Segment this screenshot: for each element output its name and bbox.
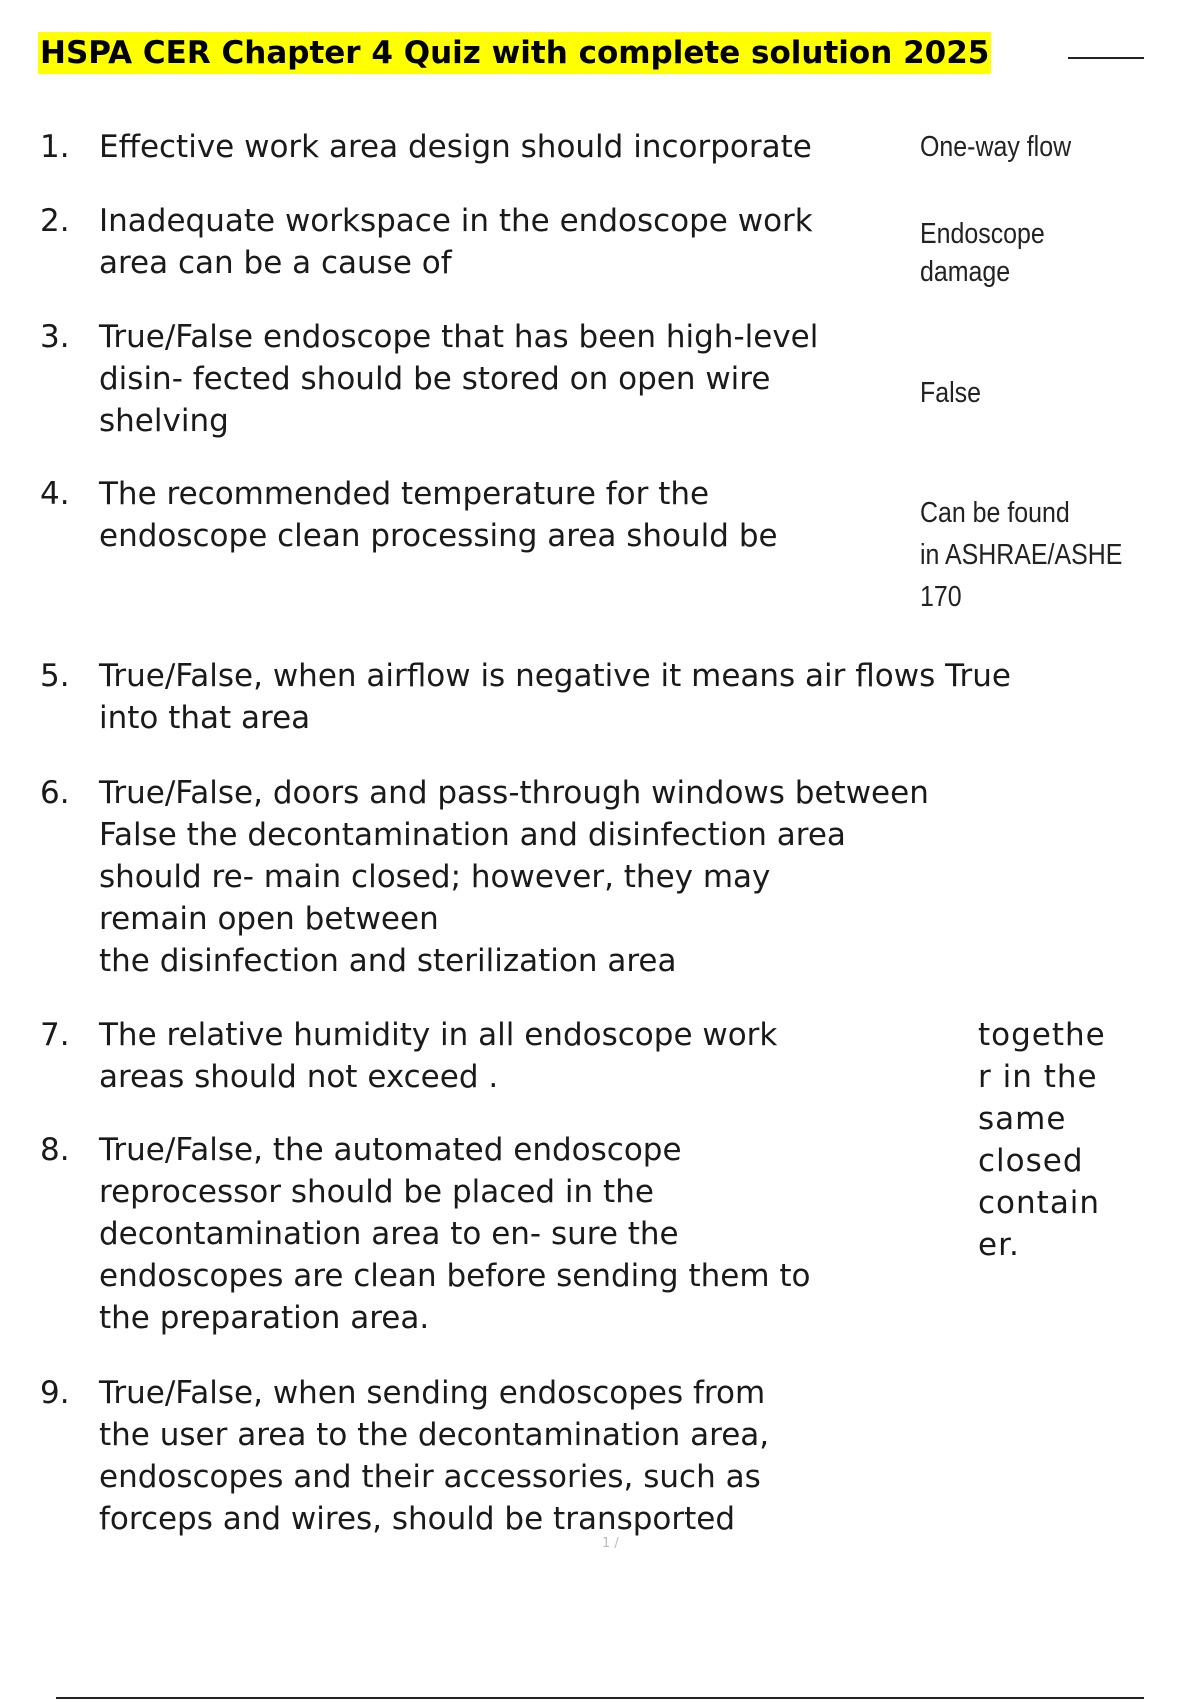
question-number: 3. bbox=[40, 319, 70, 355]
title-underline bbox=[1068, 57, 1144, 59]
question-number: 9. bbox=[40, 1375, 70, 1411]
question-number: 4. bbox=[40, 476, 70, 512]
question-text: The recommended temperature for the endoscope clean processing area should be bbox=[99, 476, 778, 554]
answer-text: togethe r in the same closed contain er. bbox=[978, 1017, 1106, 1263]
page-marker: 1 / bbox=[602, 1536, 619, 1551]
question-number: 2. bbox=[40, 203, 70, 239]
answer-text: Can be found in ASHRAE/ASHE 170 bbox=[920, 497, 1123, 613]
question-text: Inadequate workspace in the endoscope work area can be a cause of bbox=[99, 203, 813, 281]
question-number: 1. bbox=[40, 129, 70, 165]
answer-text: One-way flow bbox=[920, 131, 1072, 163]
question-text: Effective work area design should incorporate bbox=[99, 129, 812, 165]
bottom-rule bbox=[56, 1697, 1144, 1699]
question-text: True/False, when airflow is negative it means air flows True into that area bbox=[99, 658, 1011, 736]
question-text: True/False, doors and pass-through windows between False the decontamination and disinfection area should re- main closed; however, they may remain open between the disinfection and sterilization area bbox=[99, 775, 929, 979]
question-number: 7. bbox=[40, 1017, 70, 1053]
question-number: 8. bbox=[40, 1132, 70, 1168]
document-title: HSPA CER Chapter 4 Quiz with complete solution 2025 bbox=[38, 32, 991, 74]
question-text: True/False, when sending endoscopes from the user area to the decontamination area, endoscopes and their accessories, such as forceps and wires, should be transported bbox=[99, 1375, 770, 1537]
question-number: 5. bbox=[40, 658, 70, 694]
question-text: True/False endoscope that has been high-level disin- fected should be stored on open wire shelving bbox=[99, 319, 819, 439]
question-text: True/False, the automated endoscope reprocessor should be placed in the decontamination area to en- sure the endoscopes are clean before sending them to the preparation area. bbox=[99, 1132, 811, 1336]
answer-text: Endoscope damage bbox=[920, 218, 1045, 288]
question-text: The relative humidity in all endoscope work areas should not exceed . bbox=[99, 1017, 778, 1095]
answer-text: False bbox=[920, 377, 981, 409]
question-number: 6. bbox=[40, 775, 70, 811]
